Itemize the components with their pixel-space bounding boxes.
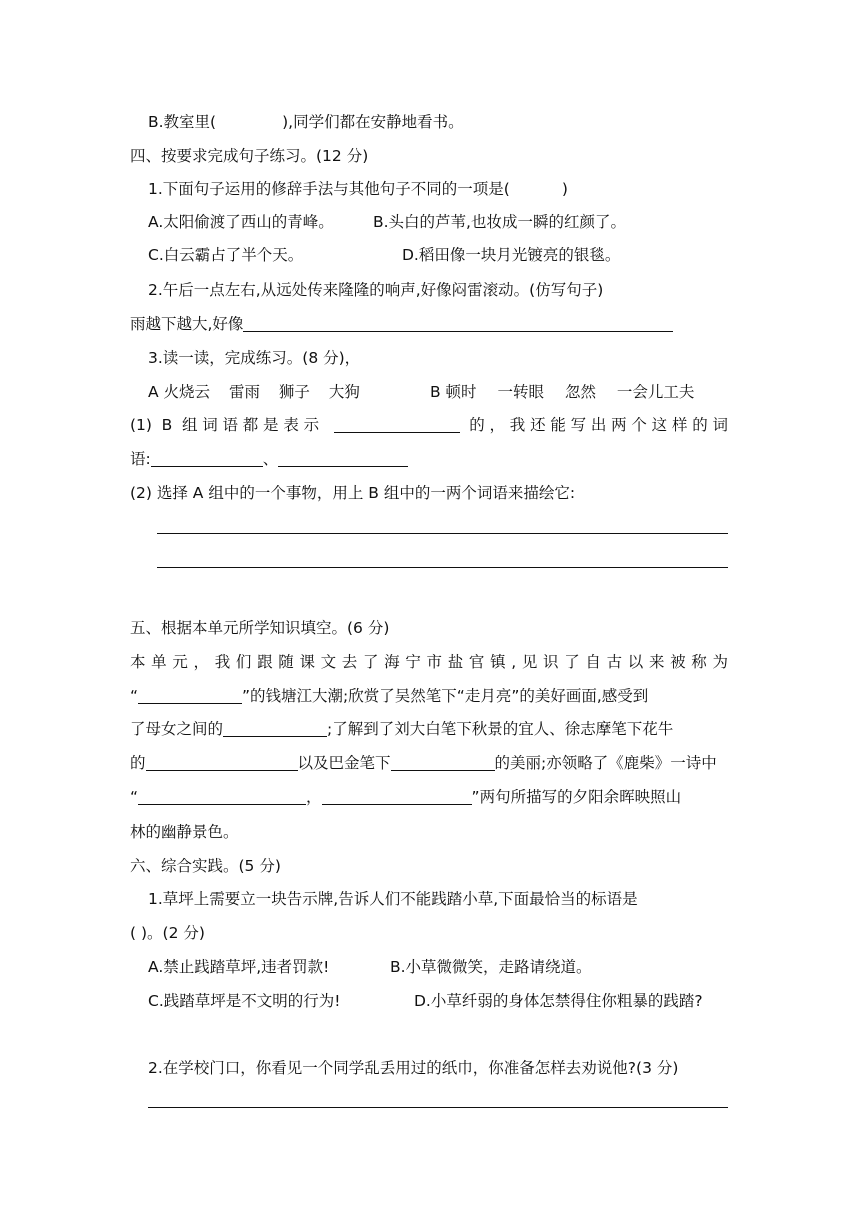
question-stem: 3.读一读，完成练习。(8 分)， (148, 349, 361, 367)
answer-line[interactable] (157, 567, 728, 568)
question-stem-cont: ( )。(2 分) (130, 924, 205, 942)
question-line: B.教室里( ),同学们都在安静地看书。 (148, 113, 464, 131)
answer-blank[interactable] (138, 788, 306, 805)
paragraph-line: 林的幽静景色。 (130, 823, 239, 841)
answer-blank[interactable] (146, 754, 298, 771)
option-b: B.小草微微笑，走路请绕道。 (390, 958, 592, 976)
answer-blank[interactable] (278, 450, 408, 467)
answer-blank[interactable] (391, 754, 495, 771)
question-stem: 1.下面句子运用的修辞手法与其他句子不同的一项是( ) (148, 180, 568, 198)
paragraph-line: “ ”的钱塘江大潮;欣赏了吴然笔下“走月亮”的美好画面,感受到 (130, 687, 649, 705)
word-group-b: B 顿时 一转眼 忽然 一会儿工夫 (430, 383, 695, 401)
option-d: D.小草纤弱的身体怎禁得住你粗暴的践踏? (414, 992, 703, 1010)
paragraph-line: 的 以及巴金笔下 的美丽;亦领略了《鹿柴》一诗中 (130, 754, 717, 772)
question-part-1: (1) B 组词语都是表示 的，我还能写出两个这样的词 (130, 416, 728, 434)
option-d: D.稻田像一块月光镀亮的银毯。 (402, 246, 621, 264)
answer-line[interactable] (157, 533, 728, 534)
question-stem: 2.午后一点左右,从远处传来隆隆的响声,好像闷雷滚动。(仿写句子) (148, 281, 604, 299)
answer-blank[interactable] (138, 687, 242, 704)
answer-blank[interactable] (334, 416, 460, 433)
fill-line: 雨越下越大,好像 (130, 314, 673, 334)
option-a: A.太阳偷渡了西山的青峰。 (148, 213, 334, 231)
question-part-1-cont: 语: 、 (130, 449, 408, 469)
answer-blank[interactable] (322, 788, 472, 805)
answer-blank[interactable] (243, 315, 673, 332)
question-stem: 2.在学校门口，你看见一个同学乱丢用过的纸巾，你准备怎样去劝说他?(3 分) (148, 1059, 679, 1077)
answer-blank[interactable] (151, 450, 263, 467)
paragraph-line: 了母女之间的 ;了解到了刘大白笔下秋景的宜人、徐志摩笔下花牛 (130, 720, 674, 738)
option-c: C.白云霸占了半个天。 (148, 246, 304, 264)
option-c: C.践踏草坪是不文明的行为! (148, 992, 341, 1010)
answer-line[interactable] (148, 1107, 728, 1108)
option-a: A.禁止践踏草坪,违者罚款! (148, 958, 330, 976)
paragraph-line: “ ， ”两句所描写的夕阳余晖映照山 (130, 788, 682, 806)
word-group-a: A 火烧云 雷雨 狮子 大狗 (148, 383, 360, 401)
answer-blank[interactable] (223, 720, 327, 737)
question-stem: 1.草坪上需要立一块告示牌,告诉人们不能践踏小草,下面最恰当的标语是 (148, 890, 638, 908)
section-heading: 六、综合实践。(5 分) (130, 857, 281, 875)
section-heading: 四、按要求完成句子练习。(12 分) (130, 147, 369, 165)
paragraph-line: 本单元，我们跟随课文去了海宁市盐官镇,见识了自古以来被称为 (130, 653, 728, 671)
section-heading: 五、根据本单元所学知识填空。(6 分) (130, 619, 390, 637)
option-b: B.头白的芦苇,也妆成一瞬的红颜了。 (373, 213, 626, 231)
question-part-2: (2) 选择 A 组中的一个事物，用上 B 组中的一两个词语来描绘它: (130, 484, 576, 502)
